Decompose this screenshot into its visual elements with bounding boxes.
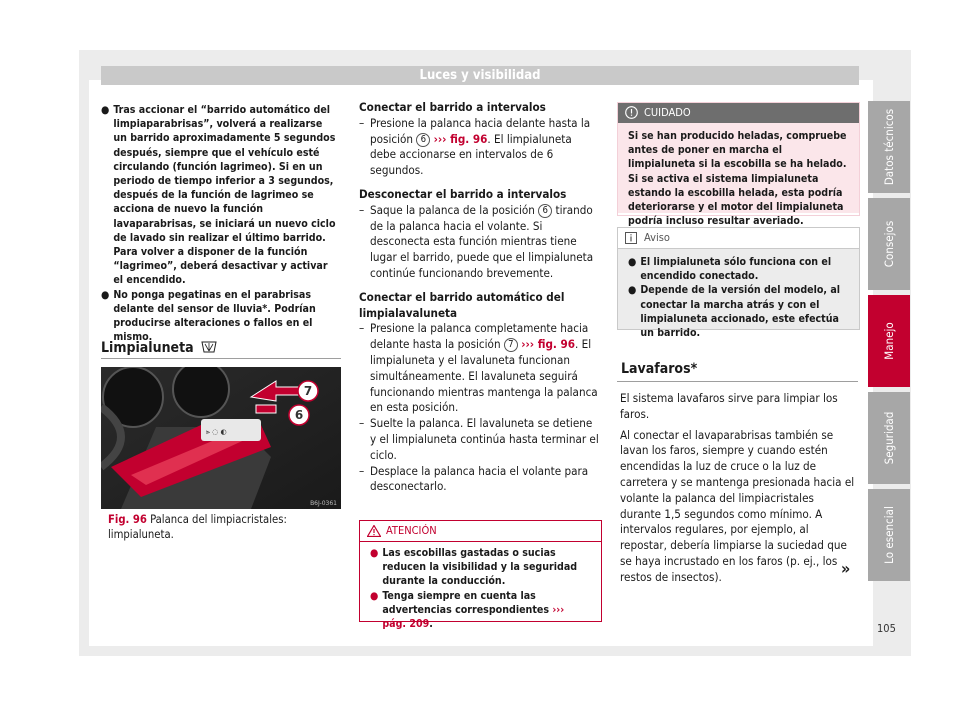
item-text: Presione la palanca hacia delante hasta la posición: [370, 115, 591, 146]
note-body: [618, 249, 859, 340]
page-number: 105: [877, 622, 896, 635]
list-item: – Desplace la palanca hacia el volante para desconectarlo.: [359, 464, 601, 496]
tab-label: Manejo: [882, 322, 896, 360]
bullet-text: .: [429, 618, 433, 631]
section-rule: [101, 358, 341, 359]
warning-body: [360, 542, 601, 637]
caution-text: Si se han producido heladas, compruebe antes de poner en marcha el limpialuneta si la escobilla se ha helado. Si se activa el sistema limpialuneta estando la escobilla helada, esta podría deteriorarse y el motor del limpialuneta podría incluso resultar averiado.: [618, 123, 859, 213]
warning-title: ATENCIÓN: [386, 524, 437, 537]
subheading: Conectar el barrido automático del limpialavaluneta: [359, 289, 565, 320]
page-ref-link[interactable]: ››› pág. 209: [382, 603, 565, 631]
tab-label: Consejos: [882, 220, 896, 268]
list-item: [370, 546, 591, 589]
item-text: . El limpialuneta debe accionarse en intervalos de 6 segundos.: [370, 131, 572, 178]
item-text: Presione la palanca completamente hacia delante hasta la posición: [370, 321, 589, 352]
list-item: [101, 103, 339, 288]
figure-code: B6J-0361: [310, 500, 337, 507]
section-title-lavafaros: Lavafaros*: [621, 361, 698, 377]
section-rule: [617, 381, 858, 382]
note-box: [617, 227, 860, 340]
list-item: [370, 589, 591, 632]
bullet-icon: ●: [370, 589, 379, 602]
callout-6: 6: [294, 408, 304, 422]
paragraph: El sistema lavafaros sirve para limpiar los faros.: [620, 391, 838, 421]
info-circle-icon: [625, 106, 638, 119]
page-header: Luces y visibilidad: [101, 66, 859, 85]
figure-96: [101, 367, 341, 509]
tab-label: Datos técnicos: [882, 108, 896, 186]
warning-header: [360, 521, 601, 542]
list-item: – Presione la palanca hacia delante hasta la posición 6 ››› fig. 96. El limpialuneta debe accionarse en intervalos de 6 segundos.: [359, 115, 591, 178]
section-title-limpialuneta: [101, 340, 217, 356]
figure-caption: [108, 513, 336, 542]
wiper-lever-image: [101, 367, 341, 509]
item-text: Desplace la palanca hacia el volante para desconectarlo.: [370, 463, 589, 494]
position-number: 6: [538, 204, 552, 218]
note-title: Aviso: [644, 231, 670, 244]
paragraph: Al conectar el lavaparabrisas también se lavan los faros, siempre y cuando estén encendidas la luz de cruce o la luz de carretera y se mantenga presionada hacia el volante la palanca del limpiacristales durante 1,5 segundos como mínimo. A intervalos regulares, por ejemplo, al repostar, debería limpiarse la suciedad que se haya incrustado en los faros (p. ej., los restos de insectos).: [620, 427, 855, 584]
bullet-text: No ponga pegatinas en el parabrisas delante del sensor de lluvia*. Podrían producirse alteraciones o fallos en el mismo.: [113, 288, 316, 344]
tab-datos-tecnicos[interactable]: [868, 101, 910, 193]
tab-label: Lo esencial: [882, 506, 896, 564]
list-item: – Presione la palanca completamente hacia delante hasta la posición 7 ››› fig. 96. El limpialuneta y el lavaluneta funcionan simultáneamente. El lavaluneta seguirá funcionando mientras mantenga la palanca en esta posición.: [359, 321, 598, 415]
continue-arrow: »: [841, 559, 851, 578]
bullet-text: Depende de la versión del modelo, al conectar la marcha atrás y con el limpialuneta accionado, este efectúa un barrido.: [640, 284, 841, 340]
note-header: [618, 228, 859, 249]
caution-header: [618, 103, 859, 123]
list-item: – Saque la palanca de la posición 6 tirando de la palanca hacia el volante. Si desconecta esta función mientras tiene lugar el barrido, puede que el limpialuneta continúe funcionando brevemente.: [359, 202, 594, 280]
bullet-icon: ●: [101, 288, 110, 301]
caution-title: CUIDADO: [644, 106, 691, 119]
item-text: tirando de la palanca hacia el volante. Si desconecta esta función mientras tiene lugar el barrido, puede que el limpialuneta continúe funcionando brevemente.: [370, 202, 594, 280]
caution-box: [617, 102, 860, 228]
section-title-text: Limpialuneta: [101, 340, 194, 356]
list-item: – Suelte la palanca. El lavaluneta se detiene y el limpialuneta continúa hasta terminar el ciclo.: [359, 416, 601, 463]
figure-label: Fig. 96: [108, 513, 147, 526]
item-text: Saque la palanca de la posición: [370, 202, 535, 217]
tab-consejos[interactable]: [868, 198, 910, 290]
figure-ref-link[interactable]: ››› fig. 96: [433, 131, 488, 146]
warning-box: [359, 520, 602, 631]
right-column-text: [620, 391, 856, 586]
figure-caption-text: Palanca del limpiacristales: limpialuneta.: [108, 513, 287, 541]
subheading: Desconectar el barrido a intervalos: [359, 186, 567, 201]
bullet-icon: ●: [628, 256, 637, 268]
item-text: . El limpialuneta y el lavaluneta funcionan simultáneamente. El lavaluneta seguirá funcionando mientras mantenga la palanca en esta posición.: [370, 337, 598, 415]
tab-lo-esencial[interactable]: [868, 489, 910, 581]
middle-column: [359, 100, 601, 495]
item-text: Suelte la palanca. El lavaluneta se detiene y el limpialuneta continúa hasta terminar el ciclo.: [370, 416, 599, 462]
info-square-icon: [625, 232, 637, 244]
tab-manejo[interactable]: [868, 295, 910, 387]
tab-label: Seguridad: [882, 411, 896, 465]
bullet-text: El limpialuneta sólo funciona con el encendido conectado.: [640, 256, 832, 283]
list-item: [628, 283, 849, 340]
svg-text:⫸ ◌ ◐: ⫸ ◌ ◐: [206, 428, 227, 436]
callout-7: 7: [303, 384, 313, 398]
position-number: 7: [504, 338, 518, 352]
bullet-icon: ●: [628, 284, 637, 297]
list-item: [101, 288, 339, 345]
figure-ref-link[interactable]: ››› fig. 96: [521, 337, 576, 352]
subheading: Conectar el barrido a intervalos: [359, 100, 546, 114]
rear-wiper-icon: [201, 340, 217, 353]
bullet-icon: ●: [370, 547, 379, 559]
list-item: [628, 255, 849, 283]
tab-seguridad[interactable]: [868, 392, 910, 484]
bullet-text: Tenga siempre en cuenta las advertencias correspondientes: [382, 589, 550, 616]
bullet-text: Tras accionar el “barrido automático del limpiaparabrisas”, volverá a realizarse un barrido aproximadamente 5 segundos después, siempre que el vehículo esté circulando (función lagrimeo). Si en un periodo de tiempo inferior a 3 segundos, después de la función de lagrimeo se acciona de nuevo la función lavaparabrisas, se iniciará un nuevo ciclo de lavado sin realizar el último barrido. Para volver a disponer de la función “lagrimeo”, deberá desactivar y activar el encendido.: [113, 104, 336, 287]
left-bullet-list: [101, 103, 339, 344]
bullet-icon: ●: [101, 104, 110, 116]
position-number: 6: [416, 133, 430, 147]
bullet-text: Las escobillas gastadas o sucias reducen la visibilidad y la seguridad durante la conducción.: [382, 547, 578, 588]
warning-icon: [367, 525, 381, 537]
